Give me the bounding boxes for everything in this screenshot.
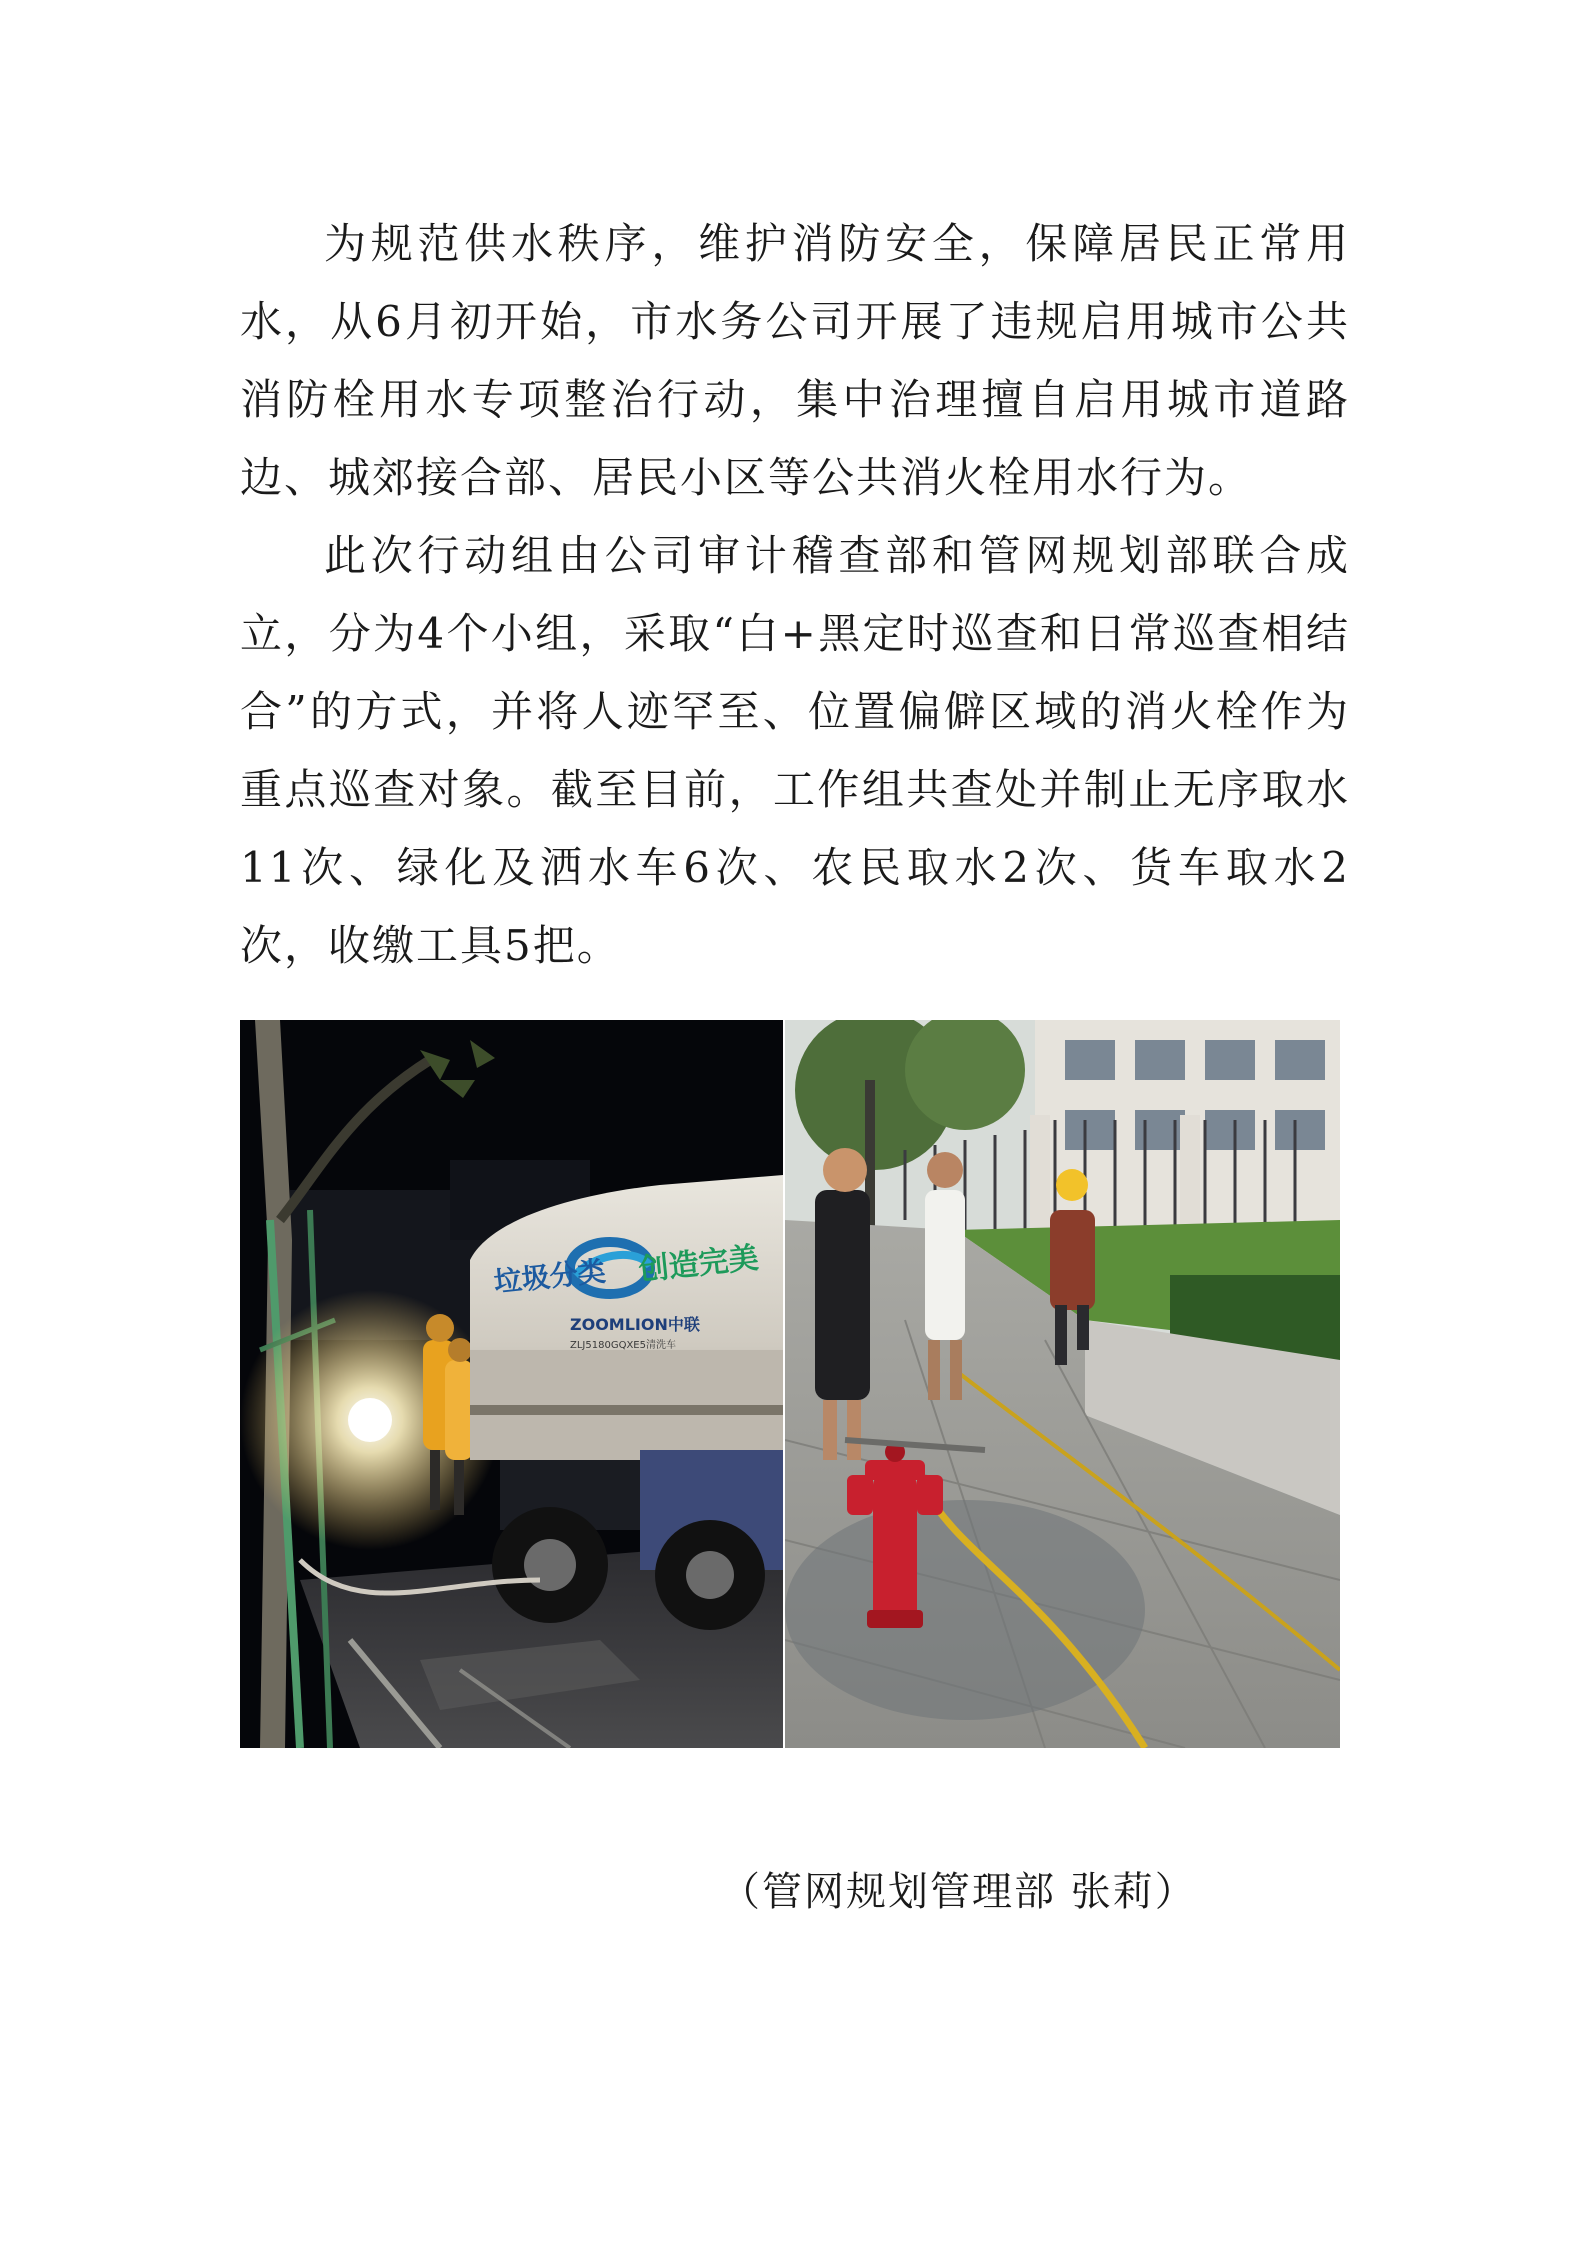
article-body xyxy=(240,205,1350,985)
truck-model: ZLJ5180GQXE5清洗车 xyxy=(570,1340,676,1351)
photo-night-water-truck xyxy=(240,1020,783,1748)
paragraph-1: 为规范供水秩序，维护消防安全，保障居民正常用水，从6月初开始，市水务公司开展了违规启用城市公共消防栓用水专项整治行动，集中治理擅自启用城市道路边、城郊接合部、居民小区等公共消火栓用水行为。 xyxy=(240,219,1350,502)
truck-brand: ZOOMLION中联 xyxy=(570,1315,700,1334)
paragraph-2: 此次行动组由公司审计稽查部和管网规划部联合成立，分为4个小组，采取“白+黑定时巡查和日常巡查相结合”的方式，并将人迹罕至、位置偏僻区域的消火栓作为重点巡查对象。截至目前，工作组共查处并制止无序取水11次、绿化及洒水车6次、农民取水2次、货车取水2次，收缴工具5把。 xyxy=(240,531,1350,970)
photo-row xyxy=(240,1020,1340,1748)
photo-day-fire-hydrant xyxy=(785,1020,1340,1748)
truck-slogan-2: 创造完美 xyxy=(637,1240,761,1288)
truck-slogan-1: 垃圾分类 xyxy=(492,1254,608,1299)
author-byline: （管网规划管理部 张莉） xyxy=(720,1869,1197,1915)
